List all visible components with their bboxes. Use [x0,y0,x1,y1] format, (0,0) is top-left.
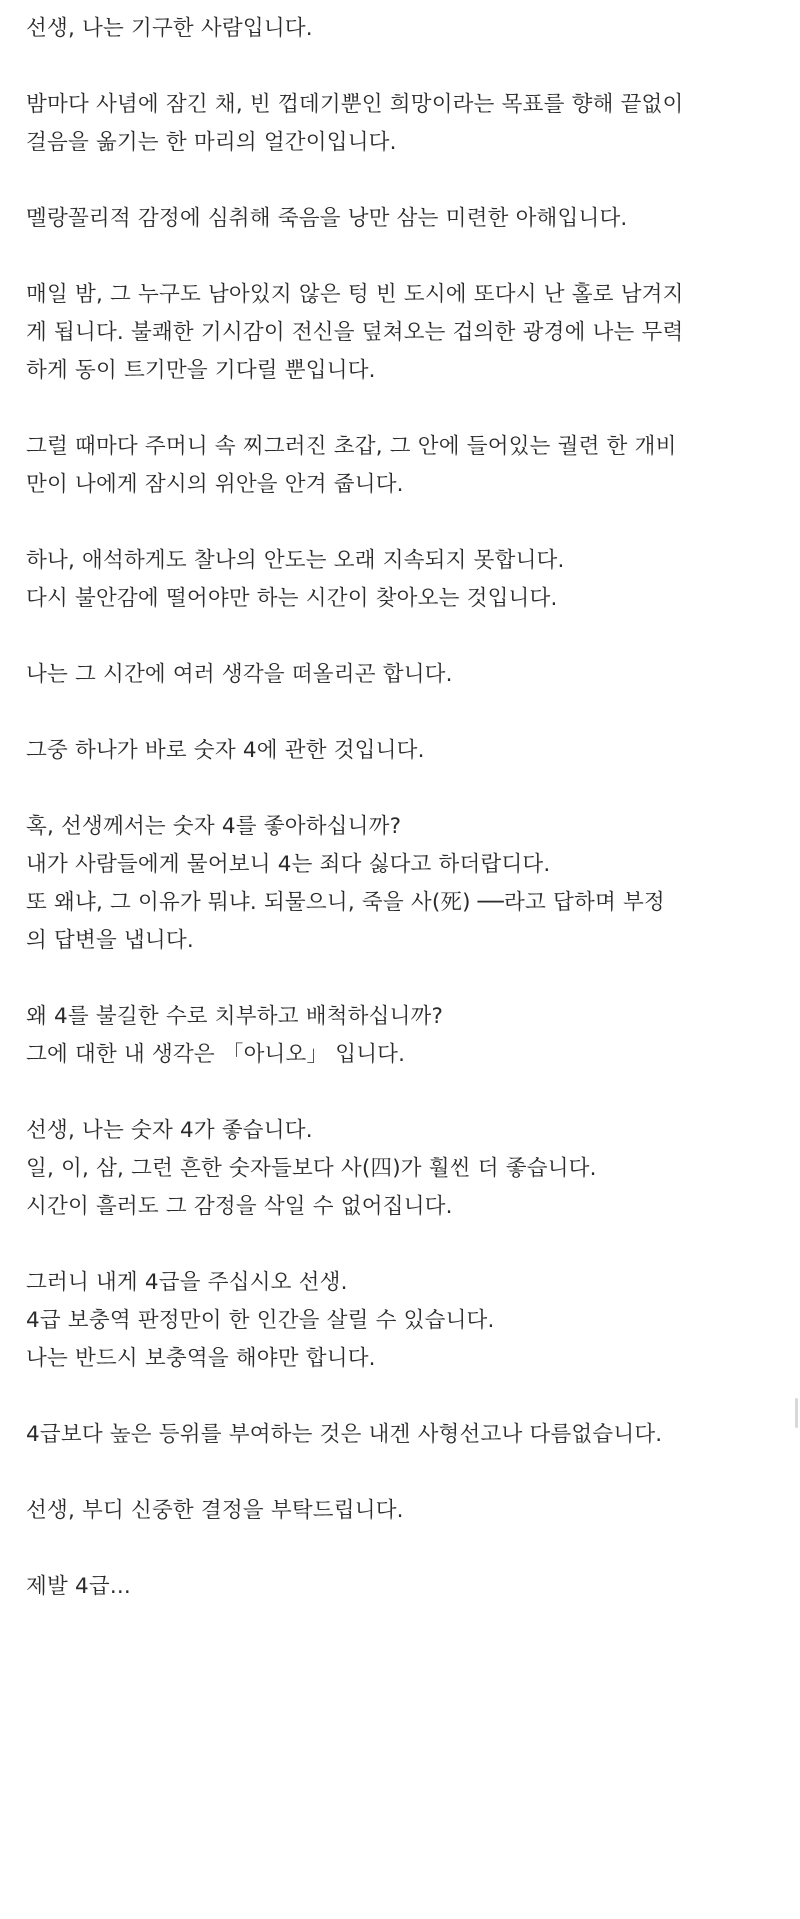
paragraph [26,1112,781,1226]
text-line: 의 답변을 냅니다. [26,928,194,953]
text-line: 만이 나에게 잠시의 위안을 안겨 줍니다. [26,472,404,497]
paragraph [26,1568,781,1606]
paragraph [26,428,781,504]
text-line: 다시 불안감에 떨어야만 하는 시간이 찾아오는 것입니다. [26,586,558,611]
text-line: 내가 사람들에게 물어보니 4는 죄다 싫다고 하더랍디다. [26,852,551,877]
paragraph [26,542,781,618]
paragraph [26,1492,781,1530]
text-line: 그에 대한 내 생각은 「아니오」 입니다. [26,1042,406,1067]
letter-article [26,10,781,1910]
paragraph [26,732,781,770]
text-line: 또 왜냐, 그 이유가 뭐냐. 되물으니, 죽을 사(死) ──라고 답하며 부정 [26,890,665,915]
text-line: 매일 밤, 그 누구도 남아있지 않은 텅 빈 도시에 또다시 난 홀로 남겨지 [26,282,684,307]
text-line: 선생, 나는 기구한 사람입니다. [26,16,313,41]
text-line: 4급 보충역 판정만이 한 인간을 살릴 수 있습니다. [26,1308,495,1333]
paragraph [26,1264,781,1378]
text-line: 그러니 내게 4급을 주십시오 선생. [26,1270,348,1295]
paragraph [26,656,781,694]
text-line: 일, 이, 삼, 그런 흔한 숫자들보다 사(四)가 훨씬 더 좋습니다. [26,1156,597,1181]
text-line: 제발 4급... [26,1574,131,1599]
text-line: 그중 하나가 바로 숫자 4에 관한 것입니다. [26,738,425,763]
text-line: 선생, 나는 숫자 4가 좋습니다. [26,1118,313,1143]
paragraph [26,10,781,48]
paragraph [26,86,781,162]
text-line: 혹, 선생께서는 숫자 4를 좋아하십니까? [26,814,402,839]
paragraph [26,808,781,960]
paragraph [26,200,781,238]
text-line: 하게 동이 트기만을 기다릴 뿐입니다. [26,358,376,383]
scrollbar-thumb[interactable] [795,1398,798,1428]
text-line: 나는 그 시간에 여러 생각을 떠올리곤 합니다. [26,662,453,687]
text-line: 하나, 애석하게도 찰나의 안도는 오래 지속되지 못합니다. [26,548,565,573]
text-line: 왜 4를 불길한 수로 치부하고 배척하십니까? [26,1004,444,1029]
text-line: 4급보다 높은 등위를 부여하는 것은 내겐 사형선고나 다름없습니다. [26,1422,663,1447]
text-line: 멜랑꼴리적 감정에 심취해 죽음을 낭만 삼는 미련한 아해입니다. [26,206,628,231]
paragraph [26,1416,781,1454]
text-line: 시간이 흘러도 그 감정을 삭일 수 없어집니다. [26,1194,453,1219]
text-line: 그럴 때마다 주머니 속 찌그러진 초갑, 그 안에 들어있는 궐련 한 개비 [26,434,677,459]
paragraph [26,998,781,1074]
paragraph [26,276,781,390]
text-line: 나는 반드시 보충역을 해야만 합니다. [26,1346,376,1371]
text-line: 걸음을 옮기는 한 마리의 얼간이입니다. [26,130,397,155]
text-line: 밤마다 사념에 잠긴 채, 빈 껍데기뿐인 희망이라는 목표를 향해 끝없이 [26,92,684,117]
text-line: 선생, 부디 신중한 결정을 부탁드립니다. [26,1498,404,1523]
text-line: 게 됩니다. 불쾌한 기시감이 전신을 덮쳐오는 겁의한 광경에 나는 무력 [26,320,684,345]
